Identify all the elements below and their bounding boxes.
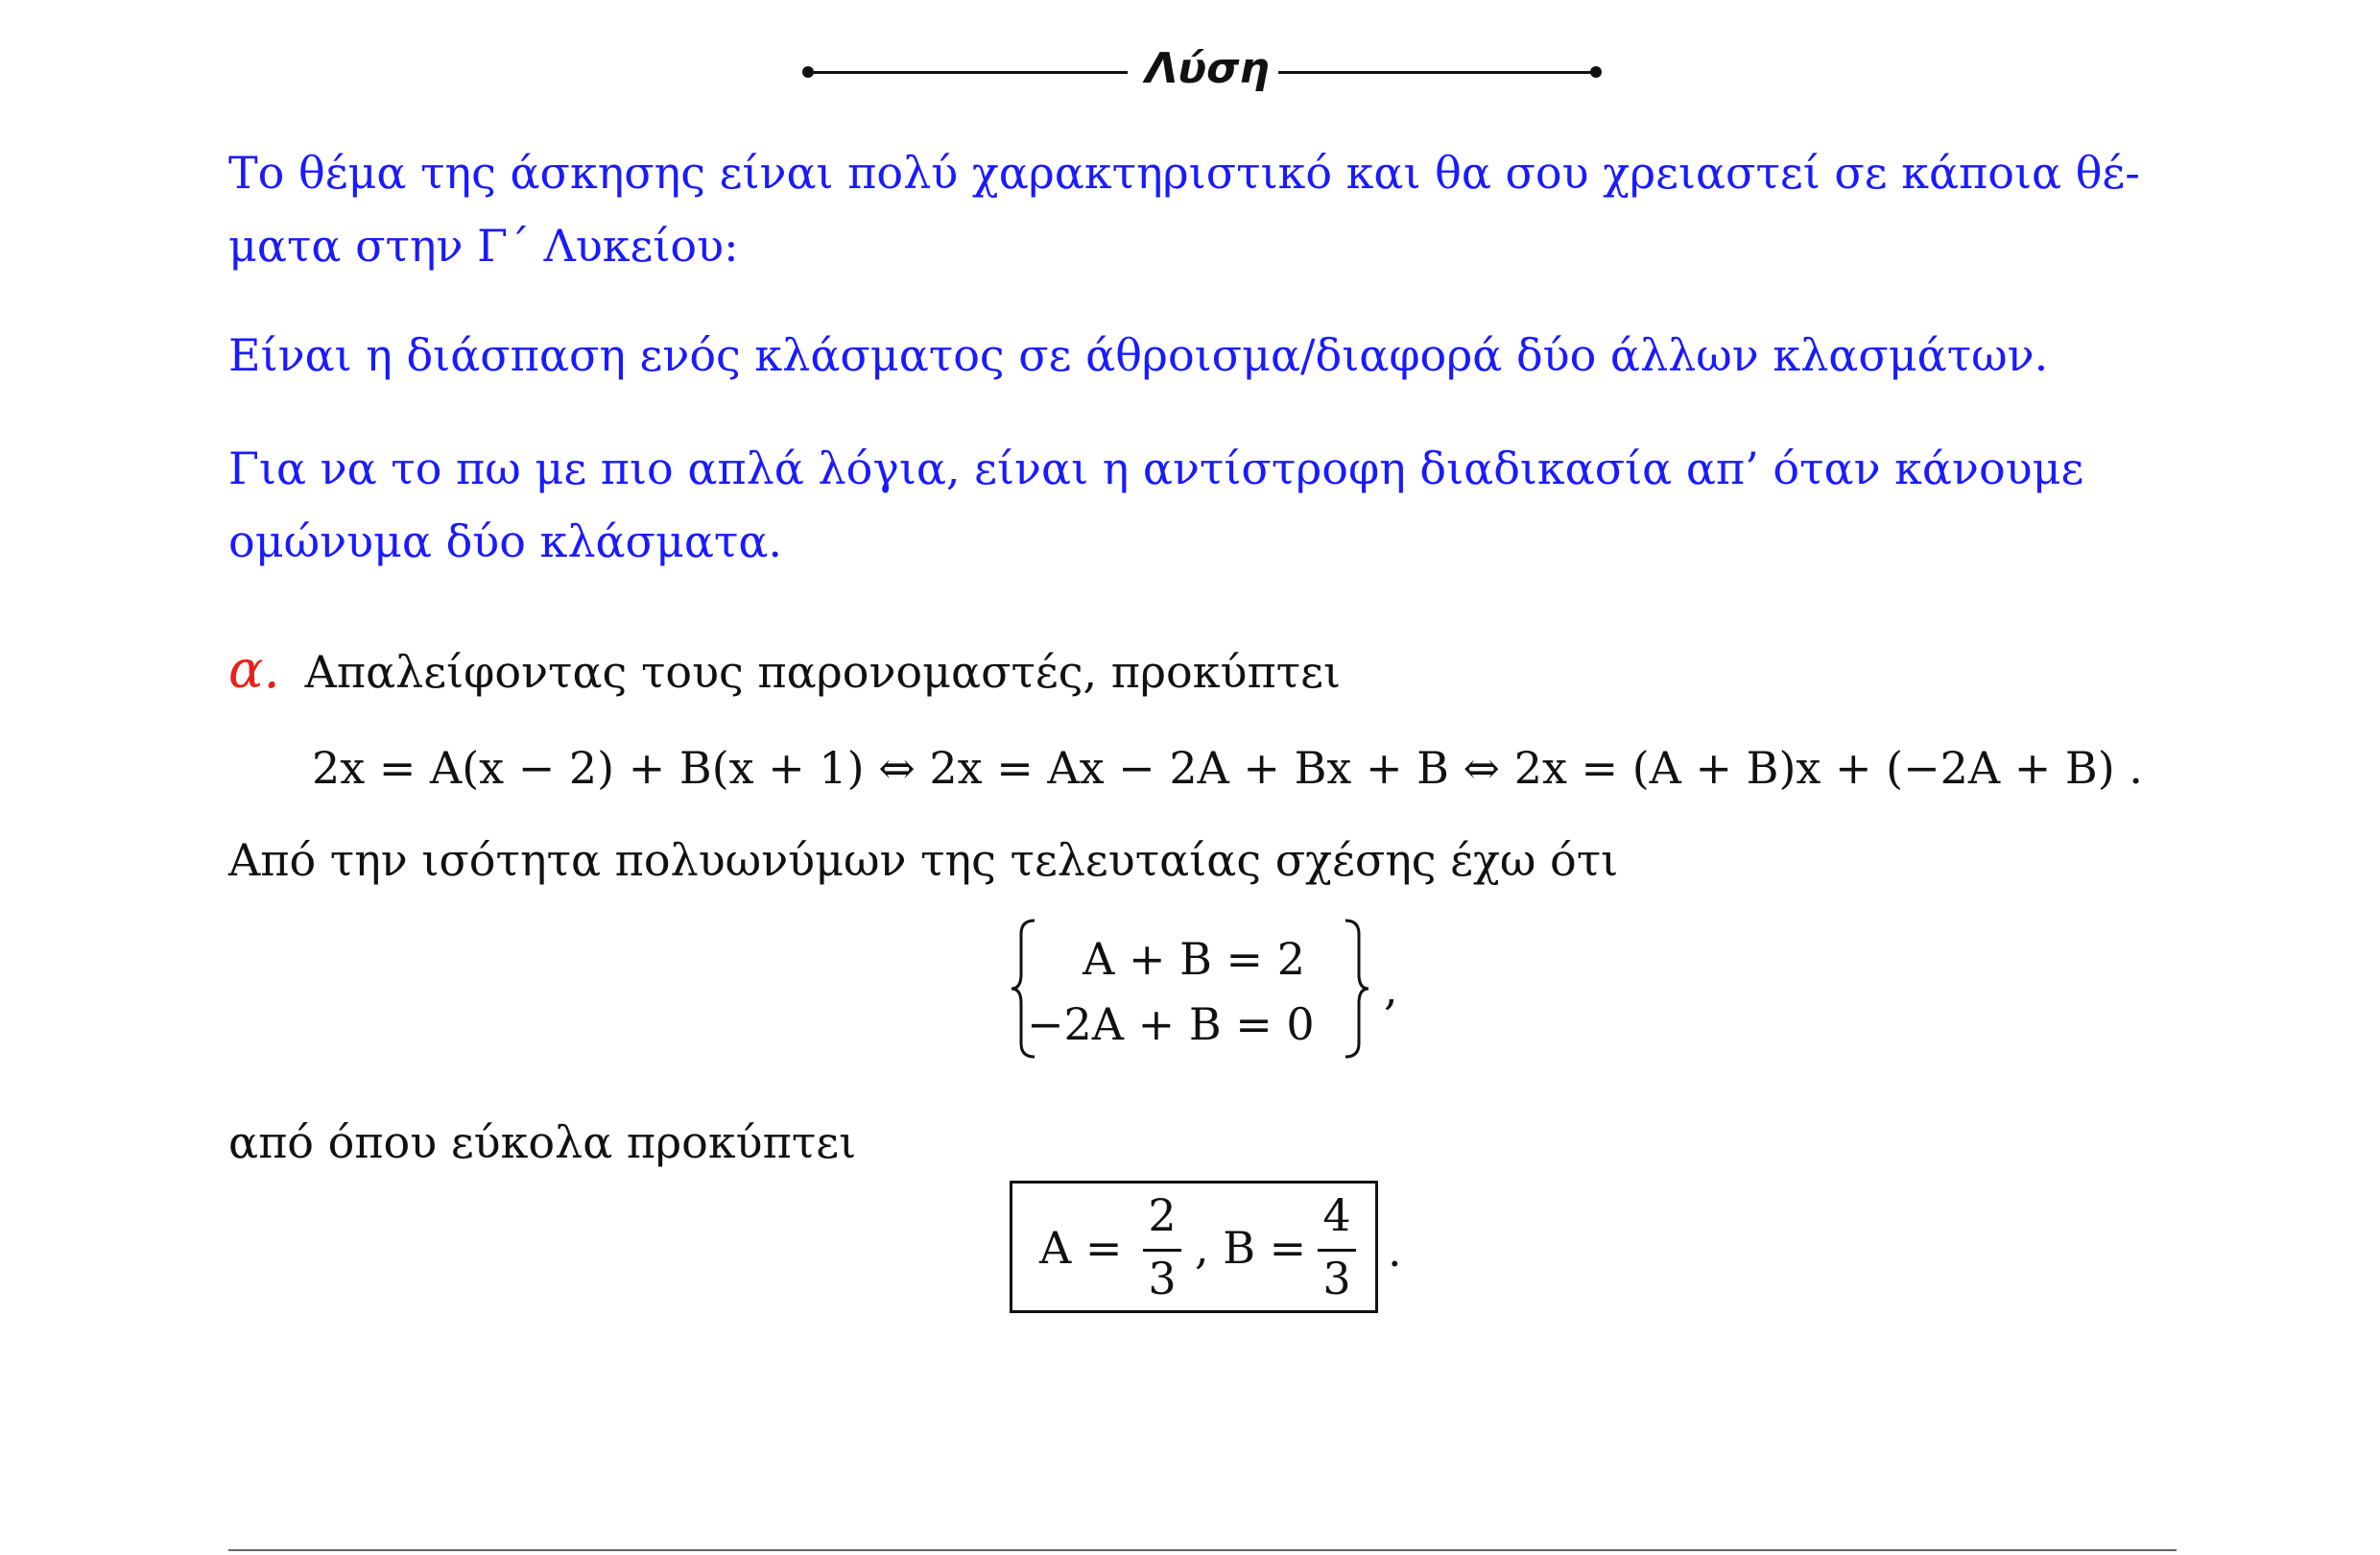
header-right-rule [1278, 71, 1598, 74]
footer-rule [228, 1549, 2177, 1551]
intro-paragraph-2: Είναι η διάσπαση ενός κλάσματος σε άθροισμα/διαφορά δύο άλλων κλασμάτων. [228, 329, 2049, 381]
fraction-b-numerator: 4 [1322, 1189, 1351, 1241]
fraction-a-bar [1143, 1249, 1181, 1252]
part-a-label: α. [228, 639, 280, 700]
boxed-result [1010, 1181, 1378, 1313]
fraction-a [1143, 1189, 1181, 1304]
header-right-dot [1590, 66, 1602, 78]
polynomial-equation: 2x = A(x − 2) + B(x + 1) ⇔ 2x = Ax − 2A + Bx + B ⇔ 2x = (A + B)x + (−2A + B) . [312, 742, 2143, 794]
system-equation-1: A + B = 2 [1083, 933, 1305, 985]
fraction-b-denominator: 3 [1322, 1253, 1351, 1304]
result-period: . [1388, 1225, 1402, 1277]
equation-system [1008, 917, 1411, 1061]
fraction-a-numerator: 2 [1148, 1189, 1177, 1241]
header-left-rule [806, 71, 1128, 74]
polynomial-identity-text: Από την ισότητα πολυωνύμων της τελευταίας σχέσης έχω ότι [228, 834, 1619, 886]
system-equation-2: −2A + B = 0 [1027, 998, 1315, 1050]
result-a-lhs: A = [1039, 1222, 1123, 1274]
result-b-lhs: , B = [1195, 1222, 1307, 1274]
fraction-b-bar [1318, 1249, 1356, 1252]
system-comma: , [1384, 963, 1398, 1015]
fraction-b [1318, 1189, 1356, 1304]
right-brace [1334, 917, 1372, 1061]
intro-paragraph-1: Το θέμα της άσκησης είναι πολύ χαρακτηριστικό και θα σου χρειαστεί σε κάποια θέ- ματα στην Γ΄ Λυκείου: [228, 147, 2140, 272]
solution-header [0, 38, 2380, 106]
part-a-heading [228, 634, 1341, 708]
intro-paragraph-3: Για να το πω με πιο απλά λόγια, είναι η αντίστροφη διαδικασία απ’ όταν κάνουμε ομώνυμα δύο κλάσματα. [228, 443, 2084, 567]
fraction-a-denominator: 3 [1148, 1253, 1177, 1304]
result-intro-text: από όπου εύκολα προκύπτει [228, 1116, 857, 1168]
solution-title: Λύση [1145, 44, 1270, 93]
part-a-text: Απαλείφοντας τους παρονομαστές, προκύπτει [304, 646, 1342, 698]
